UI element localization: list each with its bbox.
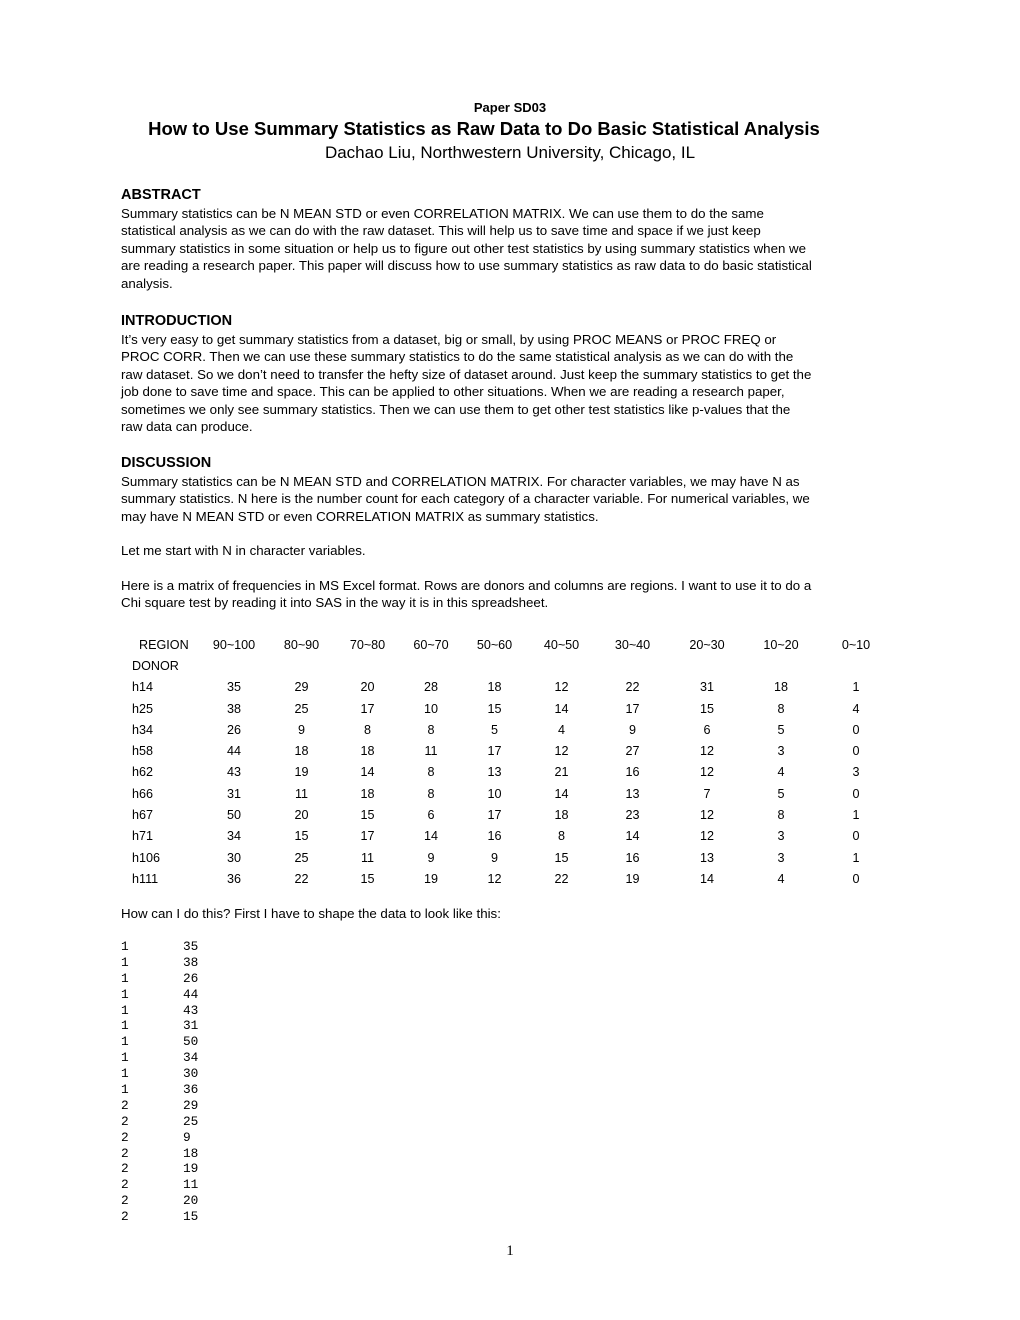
listing-count: 20: [183, 1193, 199, 1209]
value-cell: 31: [226, 786, 241, 801]
listing-row: [121, 1130, 198, 1146]
value-cell: 16: [625, 850, 640, 865]
listing-count: 38: [183, 954, 199, 970]
text-line: job done to save time and space. This can be applied to other situations. When we are reading a research paper,: [121, 384, 785, 400]
listing-group: 2: [121, 1161, 129, 1177]
value-cell: 15: [487, 701, 502, 716]
value-cell: 8: [427, 722, 435, 737]
frequency-table-body: [121, 634, 894, 890]
listing-row: [121, 971, 198, 987]
column-header: 10~20: [763, 637, 799, 652]
value-cell: 18: [554, 808, 569, 823]
column-header: 30~40: [614, 637, 651, 652]
region-label: REGION: [139, 637, 189, 652]
listing-count: 19: [183, 1161, 199, 1177]
value-cell: 22: [554, 871, 569, 886]
value-cell: 12: [554, 744, 569, 759]
listing-group: 2: [121, 1209, 129, 1225]
value-cell: 8: [777, 701, 785, 716]
value-cell: 0: [852, 744, 860, 759]
discussion-body: [121, 473, 911, 525]
value-cell: 9: [490, 850, 498, 865]
value-cell: 6: [427, 808, 435, 823]
value-cell: 1: [852, 808, 860, 823]
introduction-heading: INTRODUCTION: [121, 313, 233, 329]
donor-cell: h34: [132, 722, 154, 737]
listing-group: 2: [121, 1129, 129, 1145]
value-cell: 8: [557, 829, 565, 844]
value-cell: 4: [852, 701, 860, 716]
value-cell: 11: [294, 786, 309, 801]
value-cell: 3: [852, 765, 860, 780]
value-cell: 19: [294, 765, 309, 780]
table-row: [121, 826, 894, 847]
value-cell: 1: [852, 850, 860, 865]
value-cell: 3: [777, 744, 785, 759]
donor-cell: h111: [132, 871, 159, 886]
value-cell: 18: [360, 744, 375, 759]
table-row: [121, 677, 894, 698]
column-header: 50~60: [476, 637, 513, 652]
listing-count: 36: [183, 1082, 199, 1098]
value-cell: 15: [699, 701, 714, 716]
listing-row: [121, 939, 198, 955]
table-row: [121, 740, 894, 761]
donor-cell: h67: [132, 808, 154, 823]
value-cell: 14: [554, 786, 569, 801]
discussion-paragraph-2: Let me start with N in character variables.: [121, 543, 366, 558]
listing-row: [121, 1161, 198, 1177]
value-cell: 15: [294, 829, 309, 844]
listing-row: [121, 1193, 198, 1209]
discussion-paragraph-3: [121, 577, 911, 612]
value-cell: 13: [699, 850, 714, 865]
value-cell: 22: [625, 680, 640, 695]
donor-cell: h58: [132, 744, 154, 759]
value-cell: 14: [423, 829, 438, 844]
column-header: 80~90: [283, 637, 320, 652]
donor-cell: h25: [132, 701, 154, 716]
donor-cell: h62: [132, 765, 154, 780]
listing-row: [121, 987, 198, 1003]
value-cell: 29: [294, 680, 309, 695]
listing-group: 2: [121, 1193, 129, 1209]
text-line: may have N MEAN STD or even CORRELATION MATRIX as summary statistics.: [121, 508, 599, 524]
value-cell: 27: [625, 744, 640, 759]
value-cell: 26: [226, 722, 241, 737]
listing-row: [121, 1034, 198, 1050]
value-cell: 5: [777, 722, 785, 737]
listing-count: 50: [183, 1034, 199, 1050]
value-cell: 23: [625, 808, 640, 823]
listing-count: 44: [183, 986, 199, 1002]
value-cell: 0: [852, 829, 860, 844]
listing-count: 26: [183, 970, 199, 986]
value-cell: 14: [360, 765, 375, 780]
reshaped-data-listing: [121, 939, 198, 1225]
value-cell: 12: [699, 765, 714, 780]
abstract-body: [121, 205, 911, 292]
listing-group: 1: [121, 1050, 129, 1066]
listing-row: [121, 1082, 198, 1098]
value-cell: 50: [226, 808, 241, 823]
frequency-table: [121, 634, 894, 890]
value-cell: 11: [360, 850, 375, 865]
value-cell: 7: [703, 786, 711, 801]
donor-label: DONOR: [132, 658, 179, 673]
value-cell: 12: [699, 829, 714, 844]
value-cell: 18: [487, 680, 502, 695]
listing-row: [121, 1098, 198, 1114]
value-cell: 14: [554, 701, 569, 716]
table-row: [121, 804, 894, 825]
table-header-row: [121, 634, 894, 655]
listing-count: 15: [183, 1209, 199, 1225]
listing-row: [121, 1146, 198, 1162]
text-line: raw dataset. So we don’t need to transfer the hefty size of dataset around. Just keep the summary statistics to get the: [121, 366, 812, 382]
listing-row: [121, 1003, 198, 1019]
value-cell: 12: [699, 808, 714, 823]
text-line: Summary statistics can be N MEAN STD or even CORRELATION MATRIX. We can use them to do the same: [121, 206, 764, 221]
listing-row: [121, 1050, 198, 1066]
value-cell: 31: [699, 680, 714, 695]
listing-group: 1: [121, 970, 129, 986]
value-cell: 1: [852, 680, 860, 695]
author-line: Dachao Liu, Northwestern University, Chicago, IL: [324, 143, 696, 162]
value-cell: 15: [360, 808, 375, 823]
value-cell: 18: [294, 744, 309, 759]
value-cell: 34: [226, 829, 241, 844]
donor-cell: h14: [132, 680, 154, 695]
value-cell: 25: [294, 850, 309, 865]
listing-group: 1: [121, 1066, 129, 1082]
value-cell: 3: [777, 850, 785, 865]
listing-row: [121, 1066, 198, 1082]
column-header: 0~10: [841, 637, 871, 652]
listing-group: 2: [121, 1145, 129, 1161]
column-header: 90~100: [212, 637, 256, 652]
value-cell: 0: [852, 871, 860, 886]
value-cell: 12: [699, 744, 714, 759]
listing-count: 31: [183, 1018, 199, 1034]
value-cell: 18: [360, 786, 375, 801]
value-cell: 25: [294, 701, 309, 716]
text-line: summary statistics in some situation or help us to figure out other test statistics by using summary statistics when we: [121, 240, 807, 256]
discussion-heading: DISCUSSION: [121, 455, 212, 471]
listing-group: 1: [121, 954, 129, 970]
listing-group: 1: [121, 939, 129, 954]
introduction-body: [121, 331, 911, 435]
value-cell: 38: [226, 701, 241, 716]
text-line: are reading a research paper. This paper will discuss how to use summary statistics as raw data to do basic statistical: [121, 258, 812, 274]
listing-group: 1: [121, 1018, 129, 1034]
value-cell: 17: [487, 808, 502, 823]
listing-row: [121, 1018, 198, 1034]
text-line: sometimes we only see summary statistics. Then we can use them to get other test statistics like p-values that the: [121, 401, 791, 417]
value-cell: 17: [625, 701, 640, 716]
text-line: Chi square test by reading it into SAS in the way it is in this spreadsheet.: [121, 595, 549, 611]
listing-count: 30: [183, 1066, 199, 1082]
value-cell: 8: [427, 786, 435, 801]
listing-row: [121, 1209, 198, 1225]
value-cell: 16: [625, 765, 640, 780]
value-cell: 3: [777, 829, 785, 844]
listing-group: 2: [121, 1113, 129, 1129]
value-cell: 17: [487, 744, 502, 759]
listing-group: 2: [121, 1177, 129, 1193]
table-row: [121, 719, 894, 740]
value-cell: 12: [487, 871, 502, 886]
listing-count: 34: [183, 1050, 199, 1066]
value-cell: 5: [777, 786, 785, 801]
value-cell: 4: [557, 722, 565, 737]
column-header: 40~50: [543, 637, 580, 652]
value-cell: 20: [360, 680, 375, 695]
listing-group: 1: [121, 1002, 129, 1018]
listing-count: 35: [183, 939, 199, 954]
text-line: statistical analysis as we can do with the raw dataset. This will help us to save time and space if we just keep: [121, 223, 761, 239]
value-cell: 9: [297, 722, 305, 737]
donor-cell: h66: [132, 786, 154, 801]
page-number: 1: [506, 1243, 514, 1259]
value-cell: 6: [703, 722, 711, 737]
value-cell: 10: [487, 786, 502, 801]
after-table-text: How can I do this? First I have to shape the data to look like this:: [121, 906, 501, 921]
table-row: [121, 847, 894, 868]
text-line: PROC CORR. Then we can use these summary statistics to do the same statistical analysis as we can do with the: [121, 349, 794, 365]
text-line: Summary statistics can be N MEAN STD and CORRELATION MATRIX. For character variables, we may have N as: [121, 474, 800, 489]
column-header: 20~30: [689, 637, 725, 652]
listing-group: 1: [121, 1034, 129, 1050]
text-line: It’s very easy to get summary statistics from a dataset, big or small, by using PROC MEANS or PROC FREQ or: [121, 332, 777, 347]
value-cell: 21: [554, 765, 569, 780]
value-cell: 43: [226, 765, 241, 780]
value-cell: 15: [360, 871, 375, 886]
donor-cell: h106: [132, 850, 161, 865]
value-cell: 5: [490, 722, 498, 737]
value-cell: 19: [625, 871, 640, 886]
value-cell: 17: [360, 701, 375, 716]
value-cell: 10: [423, 701, 438, 716]
table-row: [121, 783, 894, 804]
listing-row: [121, 1177, 198, 1193]
listing-count: 43: [183, 1002, 199, 1018]
empty-cell: [199, 655, 894, 676]
table-row: [121, 698, 894, 719]
paper-id: Paper SD03: [473, 100, 547, 115]
value-cell: 13: [487, 765, 502, 780]
text-line: raw data can produce.: [121, 419, 253, 435]
value-cell: 22: [294, 871, 309, 886]
value-cell: 4: [777, 765, 785, 780]
value-cell: 12: [554, 680, 569, 695]
value-cell: 28: [423, 680, 438, 695]
listing-group: 2: [121, 1097, 129, 1113]
value-cell: 18: [773, 680, 788, 695]
value-cell: 36: [226, 871, 241, 886]
table-row: [121, 868, 894, 889]
table-row: [121, 762, 894, 783]
listing-count: 29: [183, 1097, 199, 1113]
value-cell: 8: [363, 722, 371, 737]
value-cell: 11: [424, 744, 438, 759]
value-cell: 0: [852, 722, 860, 737]
listing-row: [121, 1114, 198, 1130]
listing-count: 25: [183, 1113, 199, 1129]
value-cell: 44: [226, 744, 241, 759]
text-line: analysis.: [121, 275, 173, 291]
abstract-heading: ABSTRACT: [121, 187, 201, 203]
column-header: 70~80: [349, 637, 386, 652]
listing-group: 1: [121, 1082, 129, 1098]
value-cell: 16: [487, 829, 502, 844]
listing-count: 11: [183, 1177, 199, 1193]
value-cell: 35: [226, 680, 241, 695]
paper-title: How to Use Summary Statistics as Raw Data to Do Basic Statistical Analysis: [148, 118, 820, 139]
value-cell: 0: [852, 786, 860, 801]
value-cell: 14: [699, 871, 714, 886]
column-header: 60~70: [413, 637, 449, 652]
listing-group: 1: [121, 986, 129, 1002]
value-cell: 8: [777, 808, 785, 823]
value-cell: 4: [777, 871, 785, 886]
value-cell: 9: [427, 850, 435, 865]
value-cell: 30: [226, 850, 241, 865]
listing-row: [121, 955, 198, 971]
donor-label-row: [121, 655, 894, 676]
listing-count: 18: [183, 1145, 199, 1161]
donor-cell: h71: [132, 829, 154, 844]
listing-count: 9: [183, 1129, 191, 1145]
value-cell: 14: [625, 829, 640, 844]
value-cell: 13: [625, 786, 640, 801]
value-cell: 8: [427, 765, 435, 780]
value-cell: 9: [628, 722, 636, 737]
text-line: Here is a matrix of frequencies in MS Excel format. Rows are donors and columns are regions. I want to use it to do a: [121, 578, 812, 593]
value-cell: 15: [554, 850, 569, 865]
value-cell: 20: [294, 808, 309, 823]
value-cell: 17: [360, 829, 375, 844]
text-line: summary statistics. N here is the number count for each category of a character variable. For numerical variables, we: [121, 491, 810, 507]
value-cell: 19: [423, 871, 438, 886]
